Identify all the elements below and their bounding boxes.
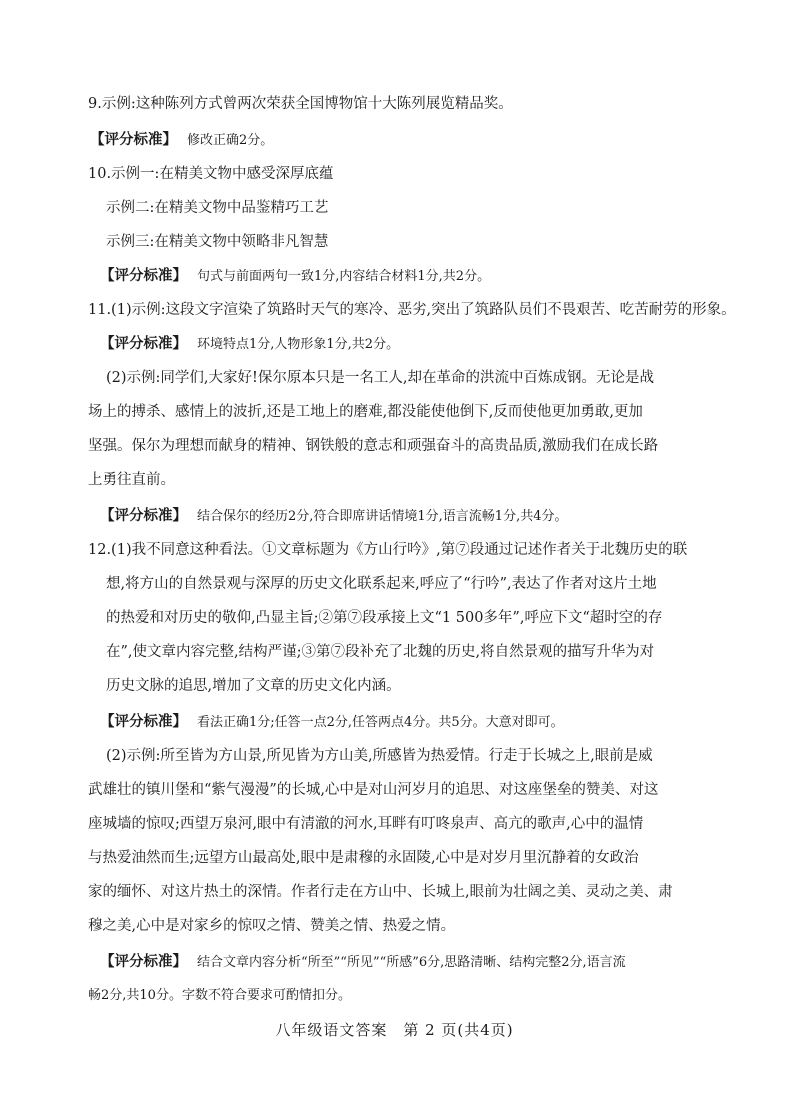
answer-9: 9.示例:这种陈列方式曾两次荣获全国博物馆十大陈列展览精品奖。 [88,96,513,112]
scoring-standard-12-2 [100,952,626,973]
answer-12-2-line-5: 家的缅怀、对这片热土的深情。作者行走在方山中、长城上,眼前为壮阔之美、灵动之美、肃 [88,884,673,900]
answer-12-2-line-4: 与热爱油然而生;远望方山最高处,眼中是肃穆的永固陵,心中是对岁月里沉静着的女政治 [88,850,639,866]
page-footer: 八年级语文答案 第 2 页(共4页) [275,1021,514,1039]
scoring-standard-10 [100,266,490,287]
scoring-label: 【评分标准】 [100,954,187,970]
scoring-standard-12-1 [100,712,564,733]
answer-11-2-line-4: 上勇往直前。 [88,472,175,488]
answer-12-1-line-4: 在”,使文章内容完整,结构严谨;③第⑦段补充了北魏的历史,将自然景观的描写升华为对 [106,644,655,660]
scoring-text: 句式与前面两句一致1分,内容结合材料1分,共2分。 [197,269,491,284]
scoring-text: 修改正确2分。 [187,133,274,148]
scoring-label: 【评分标准】 [100,268,187,284]
scoring-standard-9 [90,130,273,151]
answer-12-1-line-1: 12.(1)我不同意这种看法。①文章标题为《方山行吟》,第⑦段通过记述作者关于北魏历史的联 [88,542,688,558]
answer-12-1-line-2: 想,将方山的自然景观与深厚的历史文化联系起来,呼应了“行吟”,表达了作者对这片土地 [106,576,657,592]
scoring-label: 【评分标准】 [90,132,177,148]
scoring-label: 【评分标准】 [100,508,187,524]
answer-12-2-line-6: 穆之美,心中是对家乡的惊叹之情、赞美之情、热爱之情。 [88,918,456,934]
answer-10-example-2: 示例二:在精美文物中品鉴精巧工艺 [106,200,329,216]
scoring-label: 【评分标准】 [100,714,187,730]
scoring-text: 结合保尔的经历2分,符合即席讲话情境1分,语言流畅1分,共4分。 [197,509,568,524]
scoring-standard-11-2 [100,506,567,527]
answer-11-2-line-2: 场上的搏杀、感情上的波折,还是工地上的磨难,都没能使他倒下,反而使他更加勇敢,更加 [88,404,643,420]
scoring-label: 【评分标准】 [100,336,187,352]
answer-11-2-line-1: (2)示例:同学们,大家好!保尔原本只是一名工人,却在革命的洪流中百炼成钢。无论是战 [106,370,654,386]
answer-12-2-line-1: (2)示例:所至皆为方山景,所见皆为方山美,所感皆为热爱情。行走于长城之上,眼前是威 [106,748,653,764]
answer-11-1: 11.(1)示例:这段文字渲染了筑路时天气的寒冷、恶劣,突出了筑路队员们不畏艰苦、吃苦耐劳的形象。 [88,302,736,318]
scoring-standard-12-2-cont: 畅2分,共10分。字数不符合要求可酌情扣分。 [88,988,351,1003]
answer-12-2-line-3: 座城墙的惊叹;西望万泉河,眼中有清澈的河水,耳畔有叮咚泉声、高亢的歌声,心中的温情 [88,816,644,832]
answer-11-2-line-3: 坚强。保尔为理想而献身的精神、钢铁般的意志和顽强奋斗的高贵品质,激励我们在成长路 [88,438,659,454]
scoring-standard-11-1 [100,334,399,355]
scoring-text: 结合文章内容分析“所至”“所见”“所感”6分,思路清晰、结构完整2分,语言流 [197,955,626,970]
answer-12-1-line-3: 的热爱和对历史的敬仰,凸显主旨;②第⑦段承接上文“1 500多年”,呼应下文“超时空的存 [106,610,663,626]
answer-12-2-line-2: 武雄壮的镇川堡和“紫气漫漫”的长城,心中是对山河岁月的追思、对这座堡垒的赞美、对这 [88,782,659,798]
answer-10-example-1: 10.示例一:在精美文物中感受深厚底蕴 [88,166,334,182]
answer-12-1-line-5: 历史文脉的追思,增加了文章的历史文化内涵。 [106,678,401,694]
scoring-text: 看法正确1分;任答一点2分,任答两点4分。共5分。大意对即可。 [197,715,564,730]
scoring-text: 环境特点1分,人物形象1分,共2分。 [197,337,400,352]
answer-10-example-3: 示例三:在精美文物中领略非凡智慧 [106,234,329,250]
